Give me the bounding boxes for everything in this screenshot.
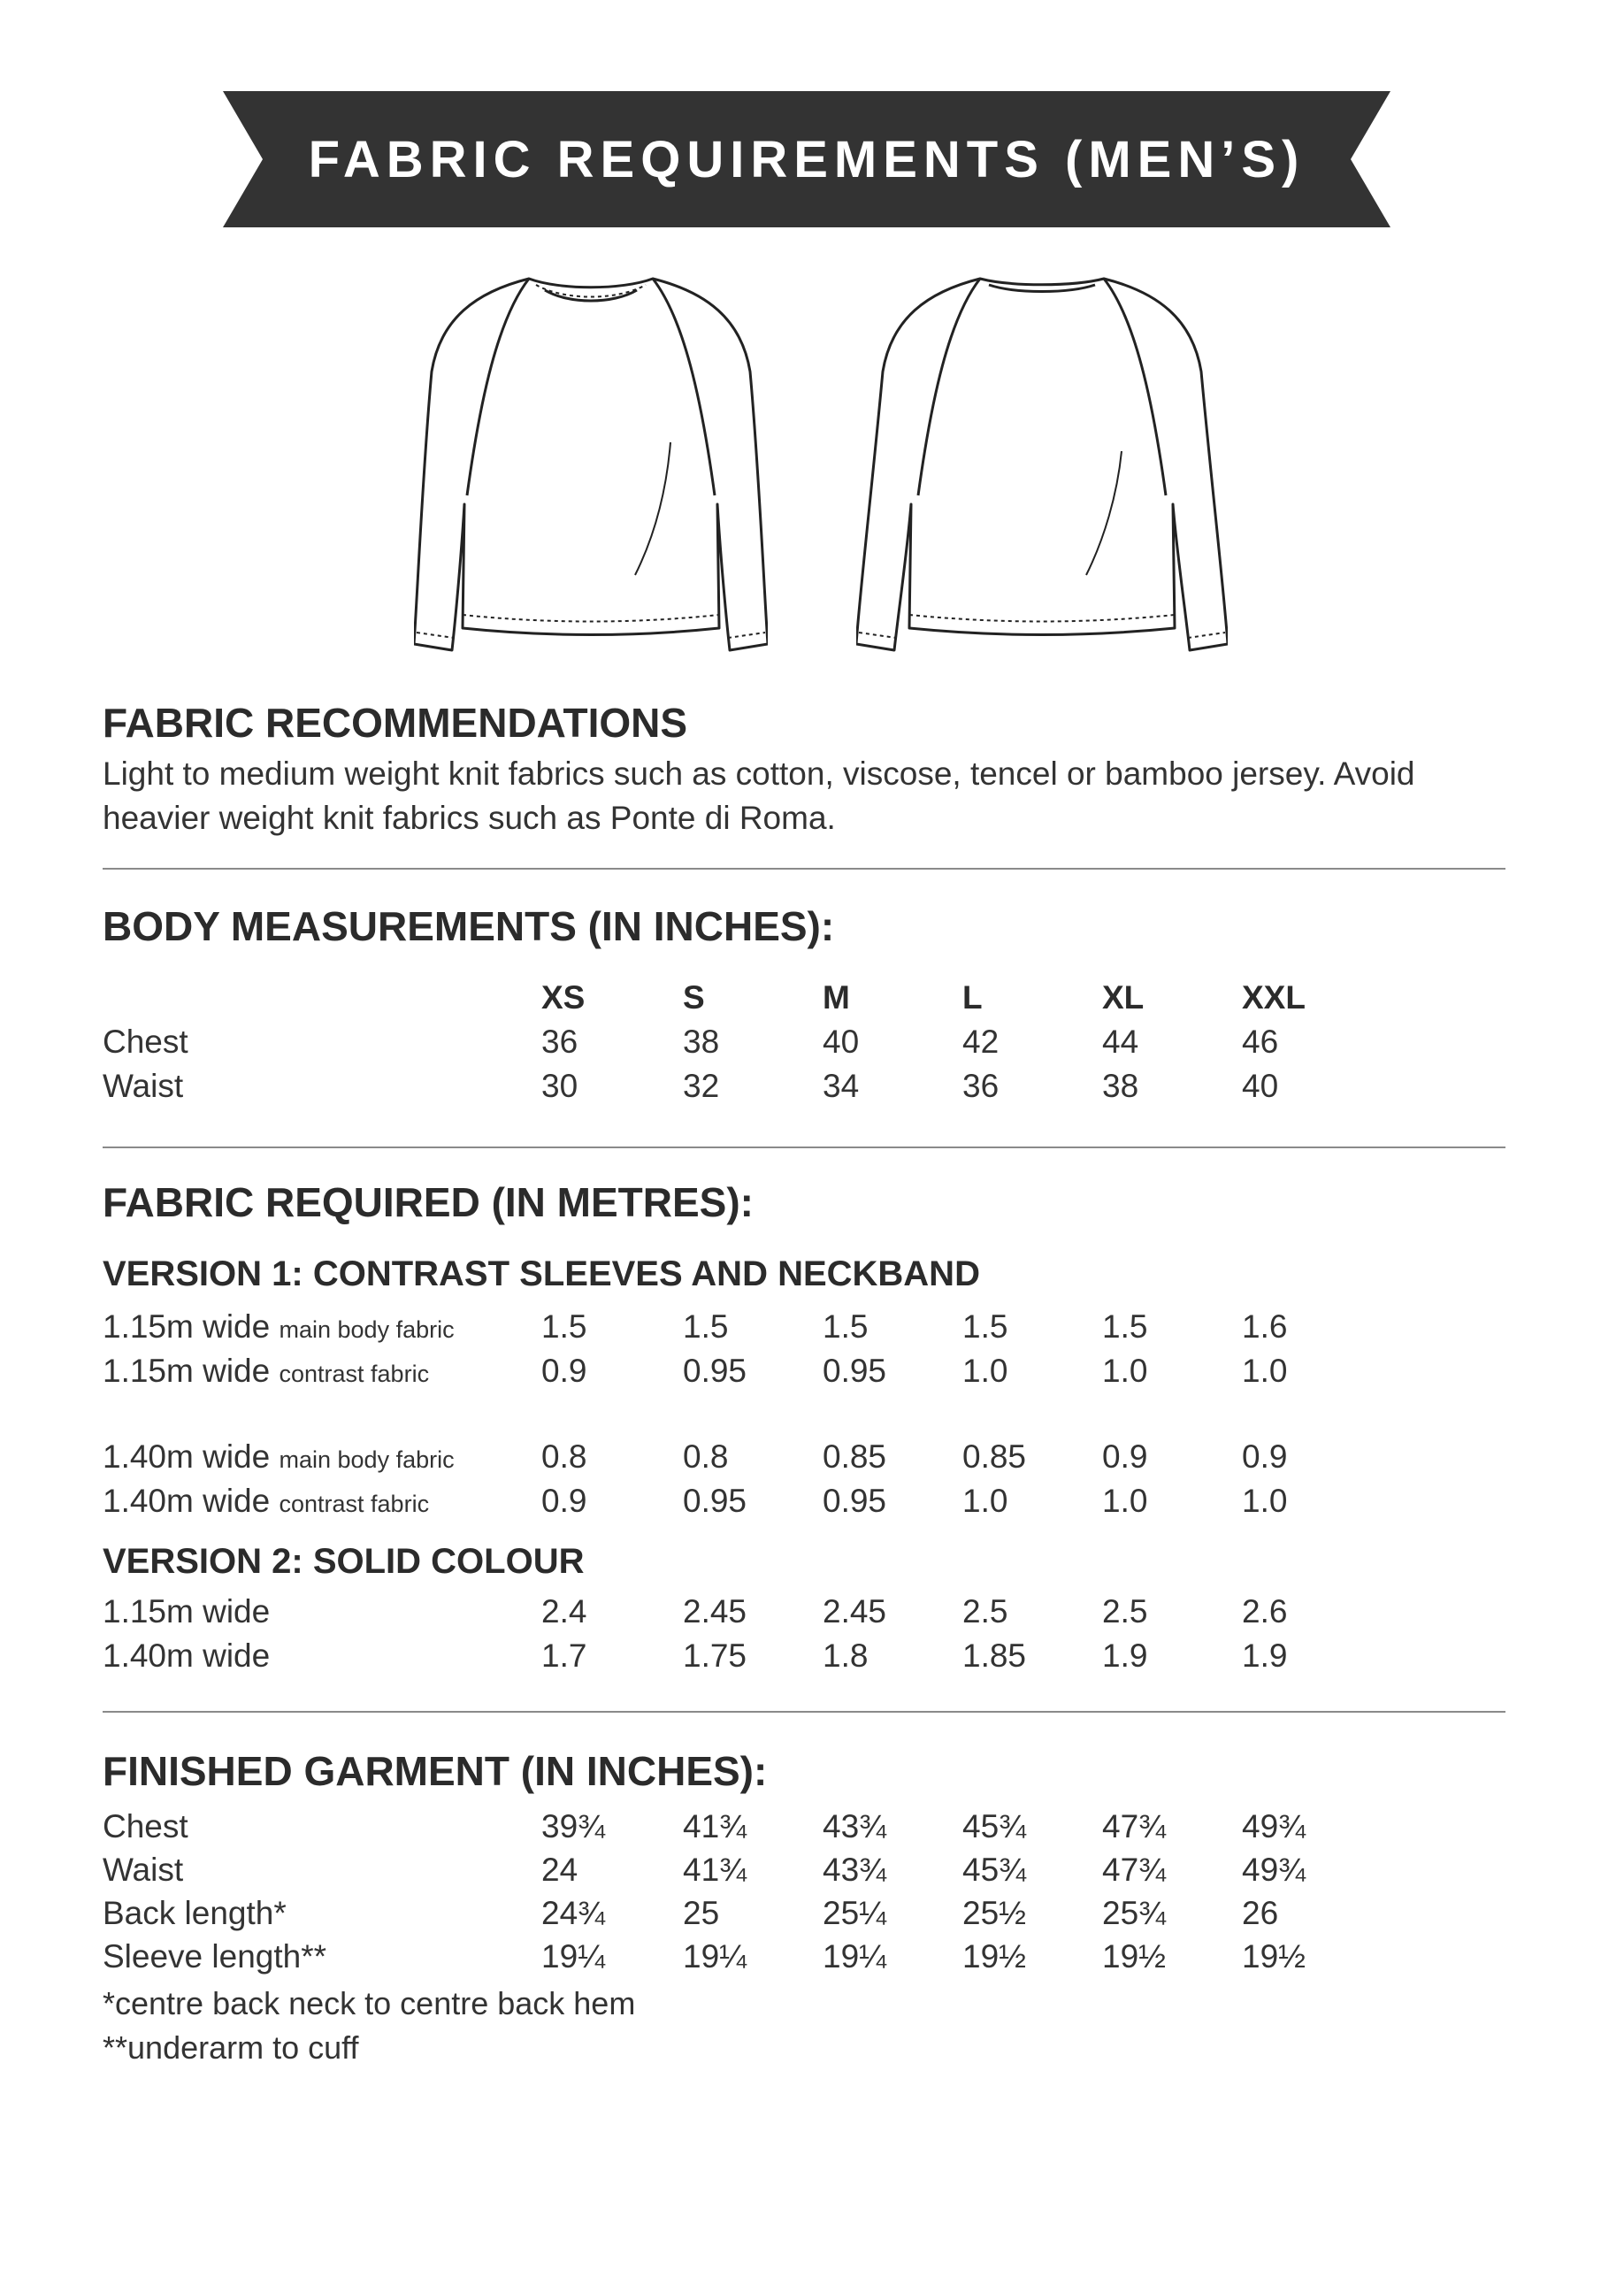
table-cell: 38 — [1102, 1068, 1139, 1104]
row-label — [103, 1020, 188, 1064]
table-cell: 43¾ — [823, 1852, 887, 1888]
table-cell: 2.45 — [823, 1593, 887, 1630]
raglan-tee-front-icon — [414, 265, 768, 677]
size-header: M — [823, 979, 850, 1016]
table-cell: 1.0 — [1242, 1483, 1288, 1519]
table-cell: 36 — [541, 1024, 578, 1060]
table-cell: 2.6 — [1242, 1593, 1288, 1630]
table-row — [0, 1064, 1624, 1108]
row-label-note: main body fabric — [279, 1446, 455, 1473]
row-label — [103, 1349, 429, 1396]
row-label-note: contrast fabric — [279, 1361, 430, 1387]
table-cell: 1.0 — [962, 1353, 1008, 1389]
row-label-note: main body fabric — [279, 1316, 455, 1343]
row-label-text: 1.15m wide — [103, 1308, 271, 1345]
table-row — [0, 1590, 1624, 1634]
table-cell: 25½ — [962, 1895, 1027, 1931]
table-cell: 32 — [683, 1068, 720, 1104]
row-label — [103, 1590, 270, 1634]
table-cell: 0.8 — [541, 1438, 587, 1475]
table-row — [0, 1305, 1624, 1349]
table-cell: 26 — [1242, 1895, 1279, 1931]
size-header: L — [962, 979, 983, 1016]
table-cell: 43¾ — [823, 1808, 887, 1844]
table-cell: 40 — [1242, 1068, 1279, 1104]
table-cell: 19½ — [1102, 1938, 1167, 1975]
row-label-text: Back length* — [103, 1895, 287, 1931]
table-cell: 36 — [962, 1068, 1000, 1104]
table-cell: 24¾ — [541, 1895, 606, 1931]
table-cell: 25 — [683, 1895, 720, 1931]
fabric-recommendations-heading: FABRIC RECOMMENDATIONS — [103, 700, 688, 746]
table-cell: 30 — [541, 1068, 578, 1104]
table-cell: 19½ — [962, 1938, 1027, 1975]
table-cell: 44 — [1102, 1024, 1139, 1060]
table-cell: 1.0 — [1242, 1353, 1288, 1389]
version-2-title: VERSION 2: SOLID COLOUR — [103, 1542, 585, 1581]
raglan-tee-back-icon — [856, 265, 1228, 677]
table-row — [0, 1435, 1624, 1479]
table-cell: 49¾ — [1242, 1852, 1306, 1888]
table-cell: 0.95 — [683, 1353, 747, 1389]
table-cell: 0.8 — [683, 1438, 729, 1475]
table-row — [0, 1349, 1624, 1393]
fabric-required-heading: FABRIC REQUIRED (IN METRES): — [103, 1179, 754, 1225]
table-cell: 19¼ — [683, 1938, 747, 1975]
table-cell: 34 — [823, 1068, 860, 1104]
table-cell: 1.7 — [541, 1637, 587, 1674]
table-cell: 25¾ — [1102, 1895, 1167, 1931]
table-cell: 2.4 — [541, 1593, 587, 1630]
table-cell: 1.0 — [1102, 1353, 1148, 1389]
table-cell: 1.9 — [1102, 1637, 1148, 1674]
finished-garment-heading: FINISHED GARMENT (IN INCHES): — [103, 1748, 768, 1794]
row-label — [103, 1305, 455, 1352]
table-cell: 45¾ — [962, 1852, 1027, 1888]
row-label-note: contrast fabric — [279, 1491, 430, 1517]
footnote: *centre back neck to centre back hem — [103, 1985, 636, 2021]
table-cell: 39¾ — [541, 1808, 606, 1844]
divider — [103, 1711, 1505, 1713]
table-cell: 0.9 — [1102, 1438, 1148, 1475]
table-cell: 0.95 — [823, 1483, 887, 1519]
page-title: FABRIC REQUIREMENTS (MEN’S) — [308, 130, 1306, 188]
row-label — [103, 1064, 183, 1108]
table-cell: 0.95 — [823, 1353, 887, 1389]
row-label-text: Waist — [103, 1852, 184, 1888]
table-cell: 38 — [683, 1024, 720, 1060]
table-cell: 19¼ — [823, 1938, 887, 1975]
table-cell: 47¾ — [1102, 1808, 1167, 1844]
table-cell: 41¾ — [683, 1852, 747, 1888]
table-cell: 40 — [823, 1024, 860, 1060]
table-cell: 46 — [1242, 1024, 1279, 1060]
row-label-text: 1.40m wide — [103, 1637, 271, 1674]
row-label-text: Sleeve length** — [103, 1938, 327, 1975]
table-row — [0, 1848, 1624, 1892]
row-label-text: 1.40m wide — [103, 1438, 271, 1475]
version-1-title: VERSION 1: CONTRAST SLEEVES AND NECKBAND — [103, 1254, 980, 1293]
row-label — [103, 1848, 183, 1892]
table-cell: 1.75 — [683, 1637, 747, 1674]
table-row — [0, 1891, 1624, 1936]
table-cell: 47¾ — [1102, 1852, 1167, 1888]
table-cell: 1.85 — [962, 1637, 1027, 1674]
row-label — [103, 1479, 429, 1526]
table-cell: 1.8 — [823, 1637, 869, 1674]
table-cell: 41¾ — [683, 1808, 747, 1844]
table-row — [0, 1805, 1624, 1849]
row-label-text: Waist — [103, 1068, 184, 1104]
size-header: S — [683, 979, 705, 1016]
divider — [103, 1147, 1505, 1148]
table-cell: 1.5 — [823, 1308, 869, 1345]
table-row — [0, 1634, 1624, 1678]
row-label-text: Chest — [103, 1024, 188, 1060]
table-cell: 2.45 — [683, 1593, 747, 1630]
table-cell: 25¼ — [823, 1895, 887, 1931]
table-cell: 1.0 — [962, 1483, 1008, 1519]
table-cell: 0.9 — [541, 1483, 587, 1519]
table-cell: 0.95 — [683, 1483, 747, 1519]
size-header: XL — [1102, 979, 1145, 1016]
table-row — [0, 1020, 1624, 1064]
table-cell: 1.5 — [1102, 1308, 1148, 1345]
table-cell: 1.5 — [962, 1308, 1008, 1345]
table-cell: 19½ — [1242, 1938, 1306, 1975]
table-cell: 1.5 — [683, 1308, 729, 1345]
fabric-recommendations-text: Light to medium weight knit fabrics such as cotton, viscose, tencel or bamboo jersey. Avoid heavier weight knit fabrics such as Ponte di Roma. — [103, 755, 1415, 836]
row-label — [103, 1634, 270, 1678]
row-label — [103, 1935, 326, 1979]
table-cell: 2.5 — [1102, 1593, 1148, 1630]
size-header: XXL — [1242, 979, 1306, 1016]
table-cell: 0.85 — [962, 1438, 1027, 1475]
table-row — [0, 1479, 1624, 1523]
size-header-row — [0, 976, 1624, 1020]
table-cell: 24 — [541, 1852, 578, 1888]
table-cell: 0.9 — [1242, 1438, 1288, 1475]
table-cell: 1.0 — [1102, 1483, 1148, 1519]
row-label-text: 1.40m wide — [103, 1483, 271, 1519]
title-banner — [223, 91, 1390, 227]
table-cell: 1.9 — [1242, 1637, 1288, 1674]
divider — [103, 868, 1505, 870]
table-row — [0, 1935, 1624, 1979]
row-label — [103, 1435, 455, 1482]
table-cell: 1.5 — [541, 1308, 587, 1345]
row-label-text: Chest — [103, 1808, 188, 1844]
body-measurements-heading: BODY MEASUREMENTS (IN INCHES): — [103, 903, 835, 949]
footnote: **underarm to cuff — [103, 2029, 359, 2066]
table-cell: 42 — [962, 1024, 1000, 1060]
table-cell: 49¾ — [1242, 1808, 1306, 1844]
table-cell: 0.9 — [541, 1353, 587, 1389]
row-label — [103, 1805, 188, 1849]
table-cell: 45¾ — [962, 1808, 1027, 1844]
row-label-text: 1.15m wide — [103, 1593, 271, 1630]
row-label — [103, 1891, 287, 1936]
table-cell: 0.85 — [823, 1438, 887, 1475]
row-label-text: 1.15m wide — [103, 1353, 271, 1389]
table-cell: 19¼ — [541, 1938, 606, 1975]
table-cell: 2.5 — [962, 1593, 1008, 1630]
size-header: XS — [541, 979, 586, 1016]
table-cell: 1.6 — [1242, 1308, 1288, 1345]
